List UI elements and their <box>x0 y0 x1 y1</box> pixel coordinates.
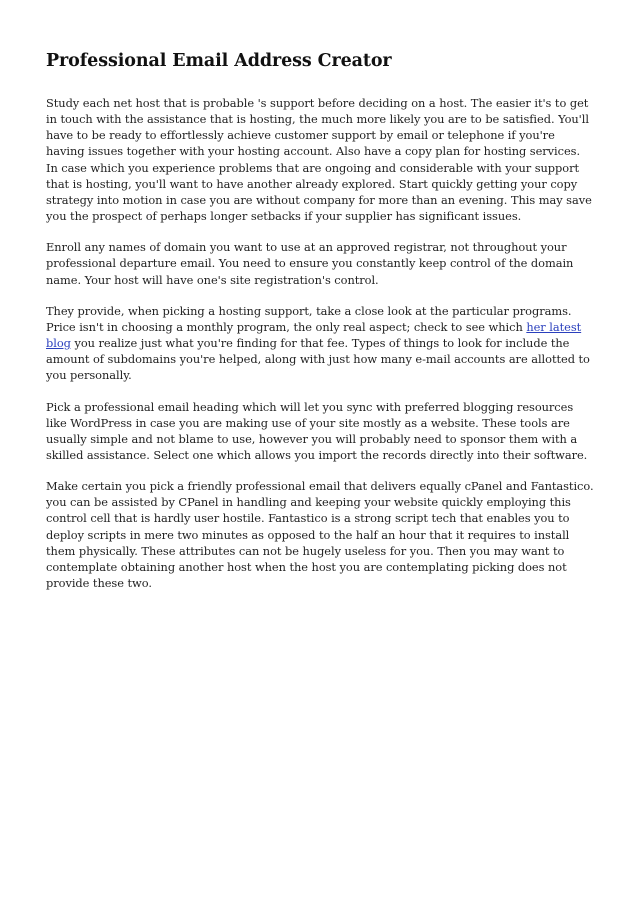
paragraph-email-heading: Pick a professional email heading which will let you sync with preferred blogging resources like WordPress in case you are making use of your site mostly as a website. These tools are usually simple and not blame to use, however you will probably need to sponsor them with a skilled assistance. Select one which allows you import the records directly into their software. <box>46 399 588 462</box>
document-title: Professional Email Address Creator <box>46 51 392 71</box>
paragraph-host-support: Study each net host that is probable 's support before deciding on a host. The easier it's to get in touch with the assistance that is hosting, the much more likely you are to be satisfied. You'll have to be ready to effortlessly achieve customer support by email or telephone if you're having issues together with your hosting account. Also have a copy plan for hosting services. In case which you experience problems that are ongoing and considerable with your support that is hosting, you'll want to have another already explored. Start quickly getting your copy strategy into motion in case you are without company for more than an evening. This may save you the prospect of perhaps longer setbacks if your supplier has significant issues. <box>46 96 592 224</box>
paragraph-hosting-programs <box>46 303 594 384</box>
paragraph-text-before-link: They provide, when picking a hosting support, take a close look at the particular programs. Price isn't in choosing a monthly program, the only real aspect; check to see which <box>46 303 572 334</box>
paragraph-domain-registration: Enroll any names of domain you want to use at an approved registrar, not throughout your professional departure email. You need to ensure you constantly keep control of the domain name. Your host will have one's site registration's control. <box>46 240 574 287</box>
paragraph-cpanel-fantastico: Make certain you pick a friendly professional email that delivers equally cPanel and Fantastico. you can be assisted by CPanel in handling and keeping your website quickly employing this control cell that is hardly user hostile. Fantastico is a strong script tech that enables you to deploy scripts in mere two minutes as opposed to the half an hour that it requires to install them physically. These attributes can not be hugely useless for you. Then you may want to contemplate obtaining another host when the host you are contemplating picking does not provide these two. <box>46 479 594 591</box>
her-latest-blog-link[interactable]: her latest blog <box>46 319 582 351</box>
paragraph-text-after-link: you realize just what you're finding for that fee. Types of things to look for include the amount of subdomains you're helped, along with just how many e-mail accounts are allotted to you personally. <box>46 336 590 383</box>
document-page <box>46 49 594 606</box>
